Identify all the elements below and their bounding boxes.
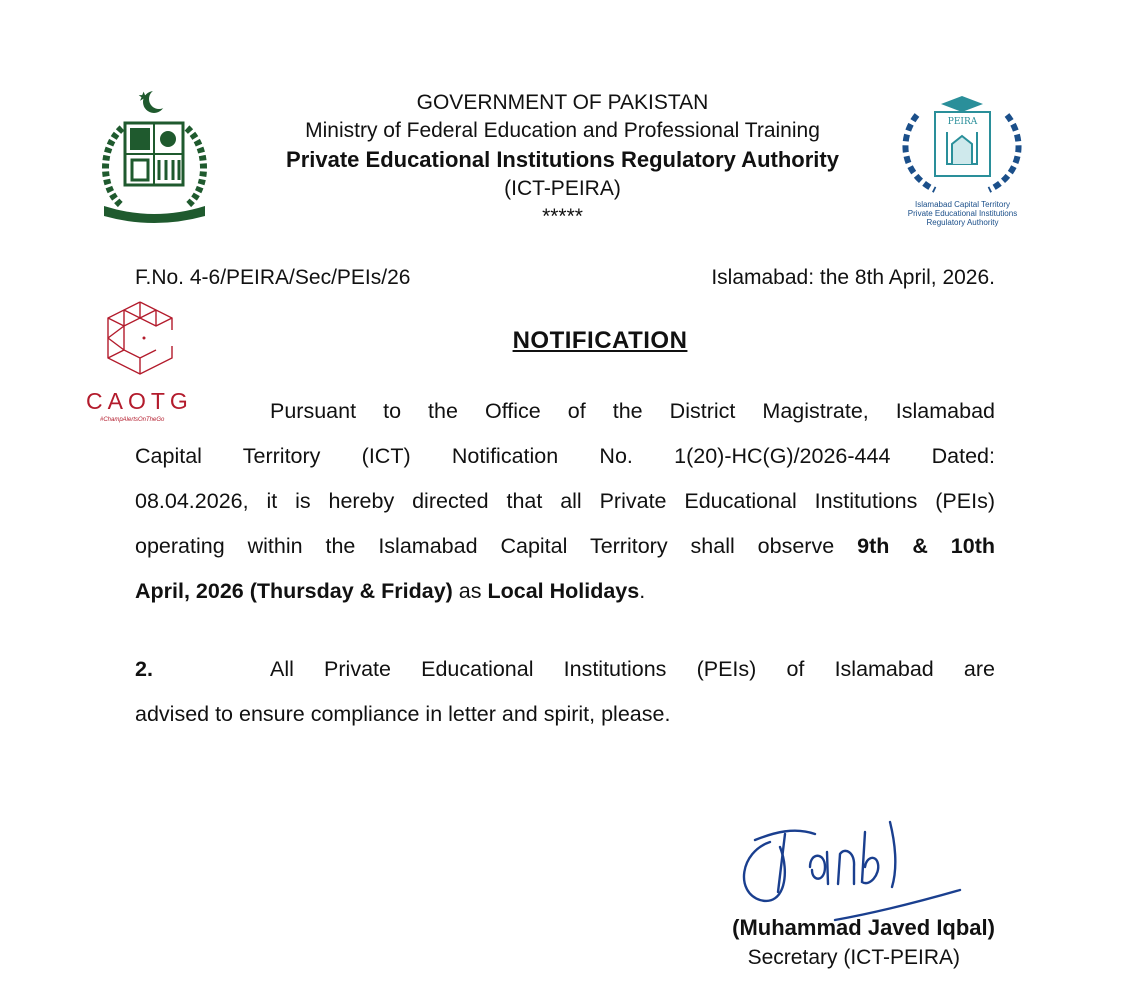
paragraph-1-line-2: Capital Territory (ICT) Notification No. 1(20)-HC(G)/2026-444 Dated:	[135, 444, 995, 468]
paragraph-1	[135, 389, 995, 614]
header-government: GOVERNMENT OF PAKISTAN	[416, 91, 709, 114]
caotg-watermark-tagline: #ChampAlertsOnTheGo	[100, 417, 165, 423]
peira-badge: PEIRA	[947, 117, 978, 127]
government-emblem-icon	[92, 88, 217, 223]
peira-emblem-icon	[895, 90, 1030, 200]
paragraph-2-number: 2.	[135, 657, 153, 681]
paragraph-1-as: as	[452, 579, 488, 603]
paragraph-1-line-4-text: operating within the Islamabad Capital Territory shall observe	[135, 534, 858, 558]
file-number: F.No. 4-6/PEIRA/Sec/PEIs/26	[135, 266, 411, 289]
paragraph-1-period: .	[639, 579, 646, 603]
paragraph-1-line-5	[135, 569, 995, 614]
place-date: Islamabad: the 8th April, 2026.	[711, 266, 995, 289]
peira-caption-3: Regulatory Authority	[926, 218, 999, 227]
paragraph-2-line-1: All Private Educational Institutions (PEIs) of Islamabad are	[270, 657, 995, 681]
paragraph-1-line-1: Pursuant to the Office of the District Magistrate, Islamabad	[270, 399, 995, 423]
peira-logo	[895, 90, 1030, 230]
peira-caption-1: Islamabad Capital Territory	[914, 200, 1010, 209]
local-holidays: Local Holidays	[487, 579, 640, 603]
header-authority: Private Educational Institutions Regulatory Authority	[286, 147, 839, 172]
header-stars: *****	[542, 205, 583, 228]
header-abbreviation: (ICT-PEIRA)	[504, 177, 621, 200]
holiday-month-days: April, 2026 (Thursday & Friday)	[135, 579, 453, 603]
header-ministry: Ministry of Federal Education and Professional Training	[305, 119, 820, 142]
notification-title: NOTIFICATION	[512, 327, 688, 354]
paragraph-2	[135, 647, 995, 737]
holiday-dates: 9th & 10th	[857, 534, 995, 558]
paragraph-1-line-4	[135, 524, 995, 569]
signature-icon	[730, 812, 970, 922]
peira-caption-2: Private Educational Institutions	[907, 209, 1018, 218]
paragraph-1-line-3: 08.04.2026, it is hereby directed that all Private Educational Institutions (PEIs)	[135, 489, 995, 513]
signatory-name: (Muhammad Javed Iqbal)	[732, 915, 995, 940]
caotg-watermark-name: CAOTG	[86, 388, 193, 414]
signatory-title: Secretary (ICT-PEIRA)	[747, 946, 960, 969]
paragraph-2-line-2: advised to ensure compliance in letter and spirit, please.	[135, 702, 671, 726]
